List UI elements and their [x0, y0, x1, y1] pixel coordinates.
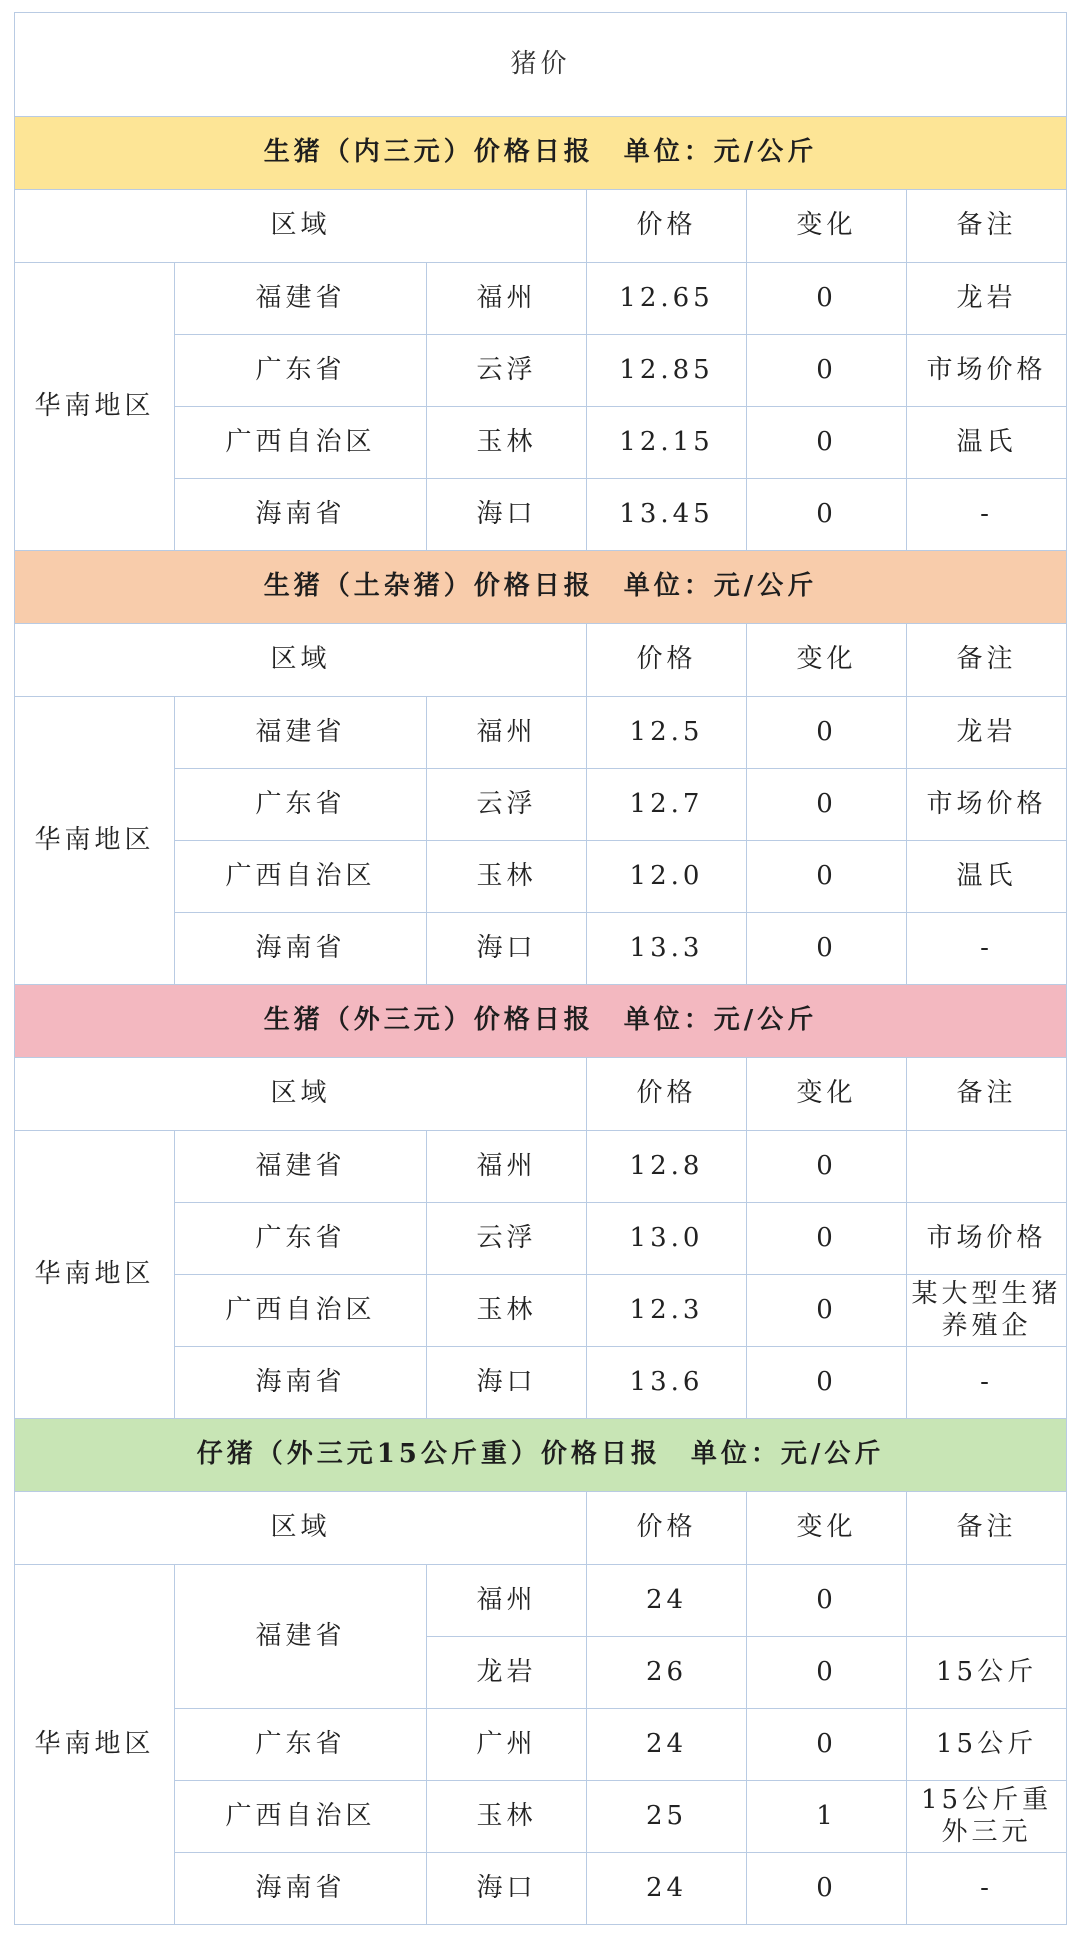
region-group-cell: 华南地区	[15, 697, 175, 985]
price-sheet	[14, 12, 1066, 1925]
city-cell: 福州	[427, 1131, 587, 1203]
province-cell: 海南省	[175, 1853, 427, 1925]
section-title: 生猪（内三元）价格日报 单位：元/公斤	[15, 117, 1067, 190]
note-cell: 市场价格	[907, 335, 1067, 407]
city-cell: 福州	[427, 1565, 587, 1637]
change-cell: 0	[747, 1275, 907, 1347]
section-title: 生猪（土杂猪）价格日报 单位：元/公斤	[15, 551, 1067, 624]
city-cell: 海口	[427, 1853, 587, 1925]
page-title: 猪价	[15, 13, 1067, 117]
note-cell: 龙岩	[907, 697, 1067, 769]
city-cell: 云浮	[427, 1203, 587, 1275]
change-cell: 0	[747, 1347, 907, 1419]
header-region: 区域	[15, 190, 587, 263]
change-cell: 0	[747, 697, 907, 769]
note-cell: 某大型生猪养殖企	[907, 1275, 1067, 1347]
change-cell: 0	[747, 263, 907, 335]
note-cell: 市场价格	[907, 769, 1067, 841]
change-cell: 0	[747, 1565, 907, 1637]
price-cell: 12.0	[587, 841, 747, 913]
header-price: 价格	[587, 190, 747, 263]
header-region: 区域	[15, 624, 587, 697]
price-cell: 13.0	[587, 1203, 747, 1275]
note-cell	[907, 1131, 1067, 1203]
price-cell: 13.6	[587, 1347, 747, 1419]
city-cell: 云浮	[427, 769, 587, 841]
section-title: 生猪（外三元）价格日报 单位：元/公斤	[15, 985, 1067, 1058]
city-cell: 海口	[427, 1347, 587, 1419]
province-cell: 广西自治区	[175, 1781, 427, 1853]
province-cell: 广东省	[175, 335, 427, 407]
note-cell: 15公斤重外三元	[907, 1781, 1067, 1853]
price-cell: 12.5	[587, 697, 747, 769]
city-cell: 玉林	[427, 1275, 587, 1347]
change-cell: 0	[747, 769, 907, 841]
header-note: 备注	[907, 1492, 1067, 1565]
price-cell: 13.45	[587, 479, 747, 551]
city-cell: 福州	[427, 697, 587, 769]
price-cell: 24	[587, 1709, 747, 1781]
note-cell: -	[907, 1347, 1067, 1419]
price-cell: 26	[587, 1637, 747, 1709]
price-table	[14, 12, 1067, 1925]
province-cell: 广东省	[175, 769, 427, 841]
change-cell: 0	[747, 913, 907, 985]
province-cell: 海南省	[175, 1347, 427, 1419]
province-cell: 广西自治区	[175, 407, 427, 479]
province-cell: 广东省	[175, 1709, 427, 1781]
city-cell: 玉林	[427, 841, 587, 913]
header-change: 变化	[747, 190, 907, 263]
note-cell: 温氏	[907, 407, 1067, 479]
note-cell: -	[907, 913, 1067, 985]
city-cell: 龙岩	[427, 1637, 587, 1709]
price-cell: 25	[587, 1781, 747, 1853]
province-cell: 福建省	[175, 1565, 427, 1709]
change-cell: 0	[747, 1637, 907, 1709]
region-group-cell: 华南地区	[15, 1131, 175, 1419]
change-cell: 0	[747, 1709, 907, 1781]
change-cell: 0	[747, 1131, 907, 1203]
price-cell: 12.65	[587, 263, 747, 335]
header-note: 备注	[907, 1058, 1067, 1131]
price-cell: 12.15	[587, 407, 747, 479]
header-change: 变化	[747, 1492, 907, 1565]
price-cell: 24	[587, 1853, 747, 1925]
header-change: 变化	[747, 624, 907, 697]
city-cell: 海口	[427, 479, 587, 551]
province-cell: 福建省	[175, 1131, 427, 1203]
note-cell: -	[907, 1853, 1067, 1925]
note-cell: -	[907, 479, 1067, 551]
city-cell: 玉林	[427, 1781, 587, 1853]
price-cell: 12.8	[587, 1131, 747, 1203]
note-cell: 温氏	[907, 841, 1067, 913]
header-change: 变化	[747, 1058, 907, 1131]
price-cell: 12.85	[587, 335, 747, 407]
note-cell: 龙岩	[907, 263, 1067, 335]
city-cell: 玉林	[427, 407, 587, 479]
province-cell: 福建省	[175, 697, 427, 769]
province-cell: 广西自治区	[175, 1275, 427, 1347]
change-cell: 1	[747, 1781, 907, 1853]
province-cell: 广东省	[175, 1203, 427, 1275]
change-cell: 0	[747, 1853, 907, 1925]
section-title: 仔猪（外三元15公斤重）价格日报 单位：元/公斤	[15, 1419, 1067, 1492]
change-cell: 0	[747, 407, 907, 479]
city-cell: 云浮	[427, 335, 587, 407]
price-cell: 12.7	[587, 769, 747, 841]
region-group-cell: 华南地区	[15, 1565, 175, 1925]
header-price: 价格	[587, 624, 747, 697]
note-cell: 市场价格	[907, 1203, 1067, 1275]
province-cell: 海南省	[175, 913, 427, 985]
province-cell: 广西自治区	[175, 841, 427, 913]
change-cell: 0	[747, 335, 907, 407]
city-cell: 广州	[427, 1709, 587, 1781]
header-region: 区域	[15, 1058, 587, 1131]
change-cell: 0	[747, 841, 907, 913]
note-cell	[907, 1565, 1067, 1637]
price-cell: 24	[587, 1565, 747, 1637]
note-cell: 15公斤	[907, 1709, 1067, 1781]
header-note: 备注	[907, 624, 1067, 697]
region-group-cell: 华南地区	[15, 263, 175, 551]
change-cell: 0	[747, 479, 907, 551]
change-cell: 0	[747, 1203, 907, 1275]
header-price: 价格	[587, 1058, 747, 1131]
province-cell: 海南省	[175, 479, 427, 551]
city-cell: 福州	[427, 263, 587, 335]
note-cell: 15公斤	[907, 1637, 1067, 1709]
city-cell: 海口	[427, 913, 587, 985]
price-cell: 13.3	[587, 913, 747, 985]
province-cell: 福建省	[175, 263, 427, 335]
header-note: 备注	[907, 190, 1067, 263]
price-cell: 12.3	[587, 1275, 747, 1347]
header-region: 区域	[15, 1492, 587, 1565]
header-price: 价格	[587, 1492, 747, 1565]
